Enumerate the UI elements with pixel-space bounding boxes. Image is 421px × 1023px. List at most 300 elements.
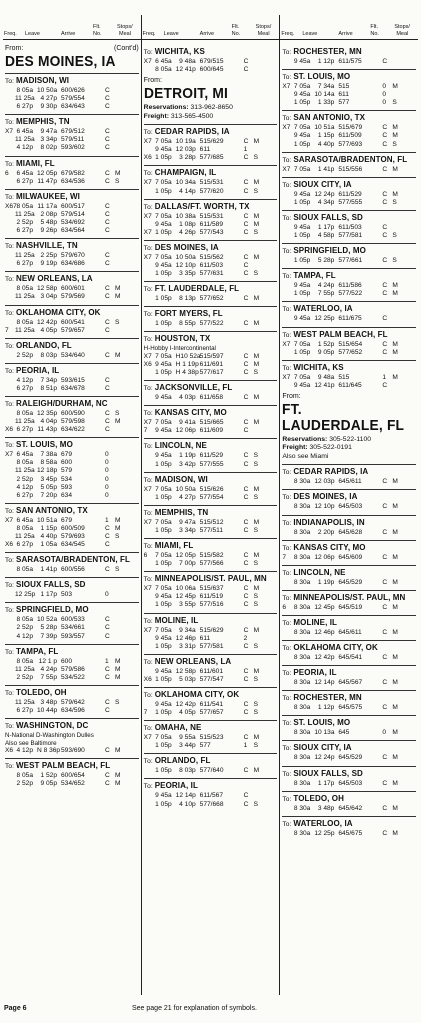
frequency: X7 (143, 352, 152, 360)
stops: C (382, 754, 388, 762)
to-label: To: (143, 758, 155, 766)
meal: M (115, 665, 121, 673)
meal: M (392, 603, 398, 611)
destination-name: KANSAS CITY, MO (293, 542, 366, 552)
flight-number: 515/654 (338, 340, 363, 348)
flight-number: 679 (61, 516, 73, 524)
arrive-time: 11 43p (37, 426, 57, 434)
meal: S (253, 700, 259, 708)
flight-row (282, 290, 416, 298)
arrive-time: 4 40p (40, 533, 57, 540)
meal: S (115, 698, 120, 706)
stops: 0 (105, 483, 109, 491)
to-label: To: (282, 720, 294, 728)
flight-number: 577/631 (199, 270, 224, 278)
flight-number: 534/522 (61, 673, 85, 681)
meal: M (115, 516, 121, 524)
destination-name: ORLANDO, FL (154, 756, 211, 766)
destination-title (5, 399, 139, 410)
flight-number: 577/543 (199, 228, 224, 236)
flight-row (282, 83, 416, 91)
stops: C (243, 369, 249, 377)
destination-title (144, 657, 278, 668)
stops: C (382, 315, 388, 323)
stops: C (105, 772, 110, 780)
to-label: To: (143, 129, 155, 137)
destination-title (282, 743, 416, 754)
header-stops: Stops/ (394, 24, 410, 30)
stops: C (382, 132, 388, 140)
arrive-time: 9 30p (40, 103, 57, 111)
leave-time: 9 45a (293, 223, 311, 231)
arrive-time: 12 14p (314, 679, 335, 687)
arrive-time: 10 14a (314, 91, 335, 99)
stops: C (243, 138, 249, 146)
leave-time: 9 45a (155, 593, 172, 601)
stops: 0 (105, 475, 109, 483)
arrive-time: 12 58p (37, 285, 58, 293)
stops: C (382, 290, 388, 298)
stops: C (243, 253, 249, 261)
destination-block (144, 124, 278, 162)
leave-time: 1 05p (155, 228, 172, 236)
arrive-time: 12 03p (175, 146, 196, 154)
stops: C (105, 136, 110, 144)
flight-row (5, 219, 139, 227)
to-label: To: (5, 648, 17, 656)
flight-number: 611 (338, 91, 349, 99)
leave-time: 9 45a (293, 132, 311, 140)
from-label (5, 44, 139, 53)
to-label: To: (143, 725, 155, 733)
destination-name: WATERLOO, IA (293, 818, 353, 828)
frequency: X7 (143, 138, 152, 146)
leave-time: 8 05a (16, 524, 33, 532)
frequency: 7 (143, 709, 148, 717)
frequency: X7 (143, 179, 152, 187)
flight-row (144, 494, 278, 502)
stops: C (243, 626, 249, 634)
stops: C (382, 704, 388, 712)
to-label: To: (5, 557, 17, 565)
leave-time: 9 45a (293, 315, 311, 323)
flight-number: 611/529 (199, 452, 224, 460)
arrive-time: 7 55p (317, 290, 335, 298)
arrive-time: 12 25p (314, 315, 335, 323)
meal: M (253, 320, 260, 328)
destination-block (282, 766, 416, 788)
stops: C (105, 95, 110, 103)
leave-time: 9 45a (155, 146, 172, 154)
contact-info (282, 436, 416, 462)
meal: M (392, 754, 398, 762)
leave-time: 11 25a (15, 698, 35, 706)
to-label: To: (5, 309, 17, 317)
stops: C (243, 675, 249, 683)
meal: M (115, 524, 121, 532)
destination-name: CEDAR RAPIDS, IA (154, 127, 230, 137)
contact-info (144, 104, 278, 121)
frequency: 6 (143, 552, 148, 560)
arrive-time: 7 55p (40, 673, 57, 681)
arrive-time: 5 48p (40, 218, 57, 226)
destination-block (144, 45, 278, 74)
meal: S (115, 177, 120, 185)
destination-title (282, 155, 416, 166)
from-text: From: (5, 45, 24, 52)
destination-block (282, 110, 416, 148)
from-text: From: (282, 392, 301, 400)
flight-number: 634/686 (61, 260, 85, 268)
leave-time: 8 05a (16, 566, 33, 574)
arrive-time: 9 55a (179, 734, 196, 742)
destination-name: TAMPA, FL (16, 646, 59, 656)
destination-title (282, 492, 416, 503)
flight-number: 645/628 (338, 528, 363, 536)
flight-number: 645/642 (338, 804, 363, 812)
leave-time: 8 30a (293, 553, 311, 561)
from-text: From: (143, 77, 162, 85)
meal: M (253, 734, 260, 742)
flight-number: 645/611 (338, 628, 362, 636)
leave-time: 1 05p (155, 709, 172, 717)
leave-time: 1 05p (155, 187, 172, 195)
to-label: To: (5, 689, 17, 697)
flight-number: 577/516 (199, 601, 224, 609)
flight-row (144, 229, 278, 237)
flight-number: 515/679 (338, 124, 363, 132)
stops: C (105, 566, 110, 574)
flight-number: 645/519 (338, 603, 363, 611)
destination-name: KANSAS CITY, MO (154, 408, 227, 418)
flight-row (144, 668, 278, 676)
to-label: To: (282, 248, 294, 256)
meal: M (115, 747, 121, 755)
flight-row (282, 199, 416, 207)
contact-value: 305-522-0191 (309, 444, 352, 452)
flight-row (5, 203, 139, 211)
flight-number: 679 (61, 451, 73, 459)
to-label: To: (143, 576, 155, 584)
destination-block (144, 472, 278, 502)
stops: 0 (382, 83, 387, 91)
flight-number: 579/693 (61, 533, 85, 540)
destination-name: MINNEAPOLIS/ST. PAUL, MN (154, 574, 267, 584)
leave-time: 1 05p (293, 348, 311, 356)
arrive-time: 7 34a (317, 83, 335, 91)
to-label: To: (5, 723, 17, 731)
leave-time: 9 45a (155, 667, 172, 675)
flight-number: 600/645 (199, 66, 224, 74)
stops: C (105, 202, 110, 210)
flight-row (5, 476, 139, 484)
arrive-time: 12 06p (175, 427, 196, 435)
stops: C (382, 829, 388, 837)
flight-row (144, 369, 278, 377)
stops: C (105, 747, 110, 755)
stops: C (382, 198, 388, 206)
meal: M (253, 667, 260, 675)
arrive-time: 12 24p (314, 754, 335, 762)
stops: 1 (243, 146, 248, 154)
flight-row (282, 704, 416, 712)
destination-title (144, 723, 278, 734)
header-freq: Freq. (281, 31, 295, 37)
arrive-time: 7 38a (40, 451, 57, 459)
flight-number: 515/582 (199, 552, 224, 560)
to-label: To: (143, 244, 155, 252)
destination-title (282, 618, 416, 629)
leave-time: 4 12p (16, 483, 33, 491)
flight-number: 534/692 (61, 218, 85, 226)
destination-title (282, 518, 416, 529)
leave-time: 9 45a (293, 381, 311, 389)
flight-row (144, 734, 278, 742)
destination-title (5, 688, 139, 699)
to-label: To: (143, 691, 155, 699)
flight-row (282, 315, 416, 323)
flight-number: 679/515 (199, 58, 224, 65)
to-label: To: (143, 658, 155, 666)
destination-block (5, 73, 139, 111)
header-arrive: Arrive (199, 31, 215, 37)
arrive-time: 4 34p (317, 198, 335, 206)
stops: C (382, 223, 388, 231)
to-label: To: (5, 276, 17, 284)
flight-number: 515/626 (199, 485, 224, 493)
flight-number: 593/615 (61, 376, 85, 384)
flight-number: 577/668 (199, 800, 224, 808)
stops: C (105, 87, 110, 94)
meal: S (392, 232, 397, 240)
meal: M (392, 804, 398, 812)
flight-row (144, 419, 278, 427)
to-label: To: (5, 442, 17, 450)
arrive-time: 12 45p (314, 603, 335, 611)
flight-row (144, 767, 278, 775)
flight-row (144, 58, 278, 66)
destination-title (144, 541, 278, 552)
flight-number: 534/652 (61, 780, 85, 788)
flight-number: 593/557 (61, 632, 85, 640)
stops: C (382, 679, 388, 687)
destination-title (5, 341, 139, 352)
flight-row (5, 178, 139, 186)
arrive-time: 4 04p (40, 418, 57, 426)
flight-number: 611/503 (338, 223, 362, 231)
stops: C (105, 218, 110, 226)
meal: S (253, 642, 259, 650)
destination-name: TAMPA, FL (293, 271, 336, 281)
flight-row (144, 560, 278, 568)
destination-block (5, 271, 139, 301)
frequency: 7 (282, 553, 287, 561)
flight-row (282, 754, 416, 762)
to-label: To: (282, 74, 294, 82)
destination-block (282, 615, 416, 637)
flight-row (282, 257, 416, 265)
to-label: To: (282, 645, 294, 653)
destination-name: SIOUX FALLS, SD (293, 212, 363, 222)
arrive-time: 4 03p (179, 394, 196, 402)
destination-title (5, 76, 139, 87)
destination-title (282, 213, 416, 224)
frequency: 6 (5, 169, 9, 177)
leave-time: 4 12p (16, 144, 33, 152)
flight-row (282, 554, 416, 562)
stops: C (243, 270, 249, 278)
stops: 1 (105, 657, 109, 665)
to-label: To: (282, 594, 294, 602)
leave-time: 9 45a (155, 361, 172, 368)
flight-row (282, 503, 416, 511)
flight-row (5, 459, 139, 467)
flight-row (144, 601, 278, 609)
meal: M (392, 478, 398, 486)
flight-number: 577/554 (199, 493, 224, 501)
flight-row (144, 66, 278, 74)
flight-row (5, 451, 139, 459)
meal: M (253, 767, 260, 775)
leave-time: 1 05p (293, 99, 311, 107)
destination-name: DALLAS/FT. WORTH, TX (154, 201, 250, 211)
arrive-time: 1 15p (40, 524, 57, 532)
leave-time: 1 05p (155, 601, 172, 609)
stops: C (243, 394, 249, 402)
stops: C (105, 780, 110, 788)
leave-time: 9 45a (155, 700, 172, 708)
destination-name: NEW ORLEANS, LA (154, 656, 232, 666)
destination-name: JACKSONVILLE, FL (154, 383, 233, 393)
arrive-time: 7 20p (40, 491, 57, 499)
flight-number: 577/566 (199, 560, 224, 568)
frequency: X6 (143, 675, 152, 683)
header-freq: Freq. (142, 31, 156, 37)
arrive-time: 1 12p (317, 58, 335, 65)
destination-title (282, 246, 416, 257)
flight-row (5, 525, 139, 533)
meal: S (253, 675, 259, 683)
arrive-time: 4 27p (40, 95, 57, 103)
to-label: To: (143, 543, 155, 551)
stops: 1 (105, 516, 109, 524)
flight-row (144, 146, 278, 154)
destination-block (282, 210, 416, 240)
destination-title (5, 555, 139, 566)
meal: M (253, 212, 260, 220)
flight-row (144, 701, 278, 709)
stops: 0 (105, 459, 109, 467)
destination-name: ROCHESTER, MN (293, 47, 362, 56)
flight-row (282, 604, 416, 612)
meal: M (253, 361, 260, 368)
flight-row (282, 232, 416, 240)
leave-time: 6 27p (16, 491, 33, 499)
stops: C (243, 700, 249, 708)
meal: S (392, 99, 397, 107)
flight-row (5, 426, 139, 434)
leave-time: 4 12p (16, 747, 33, 755)
leave-time: 2 52p (16, 673, 33, 681)
stops: C (105, 351, 110, 359)
destination-title (5, 241, 139, 252)
leave-time: 7 05a (155, 352, 172, 360)
stops: C (382, 804, 388, 812)
destination-name: SIOUX FALLS, SD (16, 580, 86, 590)
arrive-time: 7 34p (40, 376, 57, 384)
stops: C (243, 734, 249, 742)
stops: C (243, 320, 249, 328)
leave-time: 1 05p (293, 290, 311, 298)
leave-time: 1 05p (293, 140, 311, 148)
flight-number: 645 (338, 729, 350, 737)
arrive-time: 5 28p (40, 624, 57, 632)
arrive-time: 3 34p (179, 526, 196, 534)
stops: C (382, 654, 388, 662)
leave-time: 9 45a (155, 262, 172, 270)
arrive-time: 3 34p (40, 136, 57, 144)
destination-block (282, 640, 416, 662)
leave-time: 7 05a (155, 419, 172, 427)
destination-title (144, 284, 278, 295)
stops: C (243, 352, 249, 360)
arrive-time: 5 05p (40, 483, 57, 491)
leave-time: 8 30a (293, 478, 311, 486)
to-label: To: (282, 569, 294, 577)
arrive-time: 9 05p (40, 780, 57, 788)
flight-row (282, 679, 416, 687)
flight-row (282, 282, 416, 290)
stops: C (105, 632, 110, 640)
arrive-time: 10 50a (37, 87, 58, 94)
meal: M (115, 772, 121, 780)
meal: S (253, 800, 259, 808)
stops: C (243, 709, 249, 717)
arrive-time: 1 52p (317, 340, 335, 348)
stops: C (243, 485, 249, 493)
stops: C (382, 232, 388, 240)
flight-number: 515/531 (199, 179, 224, 187)
destination-block (282, 540, 416, 562)
stops: C (243, 154, 249, 162)
flight-number: 600 (61, 657, 73, 665)
destination-title (282, 467, 416, 478)
flight-number: 634/536 (61, 177, 85, 185)
destination-name: ROCHESTER, MN (293, 693, 362, 703)
flight-number: 645/503 (338, 779, 363, 787)
leave-time: 1 05p (293, 232, 311, 240)
meal: S (115, 566, 120, 574)
flight-number: 600/541 (61, 318, 85, 326)
to-label: To: (143, 286, 155, 294)
arrive-time: 1 41p (40, 566, 57, 574)
flight-number: 611/509 (338, 132, 362, 140)
continued-text: (Cont'd) (113, 45, 139, 52)
flight-number: 579/670 (61, 252, 85, 260)
leave-time: 1 05p (155, 742, 172, 750)
flight-number: 579/598 (61, 418, 85, 426)
destination-name: SARASOTA/BRADENTON, FL (16, 555, 130, 565)
flight-row (282, 579, 416, 587)
flight-number: 634/678 (61, 384, 85, 392)
flight-number: 577/617 (199, 369, 224, 377)
flight-row (282, 224, 416, 232)
arrive-time: 9 48a (179, 58, 196, 65)
leave-time: 8 05a (155, 66, 172, 74)
destination-block (282, 301, 416, 323)
destination-title (282, 593, 416, 604)
arrive-time: 2 20p (317, 528, 335, 536)
